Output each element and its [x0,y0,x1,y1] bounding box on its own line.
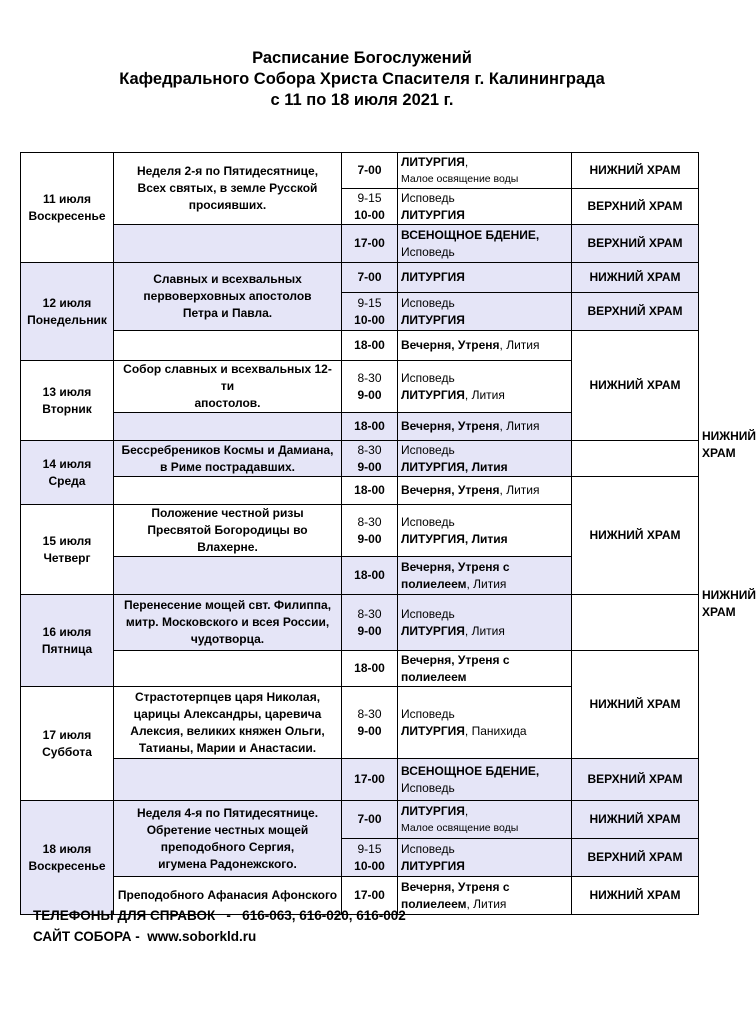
weekday-label: Четверг [43,550,91,565]
location-cell: ВЕРХНИЙ ХРАМ [572,293,699,331]
service-note: Малое освящение воды [401,172,519,185]
schedule-table [20,152,756,915]
feast-line: чудотворца. [190,632,265,646]
feast-line: Петра и Павла. [182,306,273,320]
time-value: 8-30 [357,370,382,385]
feast-cell [114,441,342,477]
feast-line: Пресвятой Богородицы во [147,523,308,537]
service-cell [398,361,572,413]
feast-cell [114,361,342,413]
service-suffix: , Лития [466,896,507,911]
title-line-2: Кафедрального Собора Христа Спасителя г. Калининграда [119,70,605,88]
location-cell: НИЖНИЙ ХРАМ [572,153,699,189]
service-name: Исповедь [401,514,455,529]
service-name: Вечерня, Утреня с [401,559,510,574]
service-name: ВСЕНОЩНОЕ БДЕНИЕ, [401,763,540,778]
feast-line: в Риме пострадавших. [159,459,295,474]
date-label: 14 июля [42,456,92,471]
time-cell: 17-00 [342,759,398,801]
feast-line: Алексия, великих княжен Ольги, [130,723,325,738]
feast-line: Неделя 4-я по Пятидесятнице. [136,805,319,820]
time-cell: 7-00 [342,263,398,293]
service-name: ЛИТУРГИЯ [401,803,465,818]
date-label: 16 июля [42,624,92,639]
service-cell [398,413,572,441]
date-cell [21,505,114,595]
weekday-label: Воскресенье [28,858,106,873]
feast-line: Славных и всехвальных [153,272,302,286]
feast-cell [114,801,342,877]
time-cell [342,687,398,759]
service-name: ЛИТУРГИЯ [401,623,465,638]
time-value: 9-15 [357,190,382,205]
service-name: ЛИТУРГИЯ [401,723,465,738]
feast-cell-empty [114,477,342,505]
service-name: Вечерня, Утреня с [401,879,510,894]
service-cell [398,651,572,687]
feast-cell-empty [114,759,342,801]
feast-cell-empty [114,331,342,361]
feast-cell [114,153,342,225]
feast-line: Бессребреников Космы и Дамиана, [121,442,334,457]
table-row: 18-00 Вечерня, Утреня с полиелеем, Лития НИЖНИЙ ХРАМ [21,557,699,595]
page-title [0,48,724,111]
service-cell [398,595,572,651]
service-cell [398,877,572,915]
table-row [21,801,699,839]
service-name: ЛИТУРГИЯ [401,207,465,222]
time-cell: 17-00 [342,877,398,915]
date-cell [21,595,114,687]
service-name: Исповедь [401,370,455,385]
service-cell [398,477,572,505]
feast-line: Влахерне. [197,540,258,554]
table-row [21,225,699,263]
service-name: ЛИТУРГИЯ [401,858,465,873]
service-cell [398,153,572,189]
time-value: 9-00 [357,387,382,402]
time-value: 8-30 [357,706,382,721]
time-value: 8-30 [357,514,382,529]
time-value: 8-30 [357,606,382,621]
feast-line: игумена Радонежского. [158,856,297,871]
service-name: Исповедь [401,706,455,721]
service-suffix: , Лития [499,419,540,433]
phone-info: ТЕЛЕФОНЫ ДЛЯ СПРАВОК - 616-063, 616-020, 616-002 [33,908,406,923]
service-cell [398,557,572,595]
feast-line: Всех святых, в земле Русской [137,181,318,195]
service-name: Вечерня, Утреня с [401,652,510,667]
service-cell [398,331,572,361]
table-row [21,331,699,361]
feast-line: Обретение честных мощей [146,822,309,837]
service-name: полиелеем [401,576,467,591]
service-cell [398,687,572,759]
feast-line: Страстотерпцев царя Николая, [134,689,321,704]
time-value: 9-00 [357,531,382,546]
date-label: 18 июля [42,841,92,856]
time-cell [342,441,398,477]
table-row: 18-00 Вечерня, Утреня, Лития НИЖНИЙ ХРАМ [21,413,699,441]
feast-cell-empty [114,557,342,595]
service-cell [398,293,572,331]
date-label: 11 июля [43,191,91,206]
service-note: Исповедь [401,780,455,795]
time-cell: 17-00 [342,225,398,263]
feast-line: преподобного Сергия, [160,839,295,854]
location-cell: НИЖНИЙ ХРАМ [572,801,699,839]
feast-line: Неделя 2-я по Пятидесятнице, [136,164,319,178]
service-suffix: , Панихида [464,723,527,738]
time-cell: 18-00 [342,331,398,361]
feast-line: просиявших. [188,198,267,212]
feast-cell [114,505,342,557]
feast-cell [114,263,342,331]
service-name: Исповедь [401,606,455,621]
service-name: Исповедь [401,442,455,457]
service-name: полиелеем [401,896,467,911]
date-label: 13 июля [42,384,92,399]
website-info: САЙТ СОБОРА - www.soborkld.ru [33,929,257,944]
date-cell [21,263,114,361]
time-value: 9-15 [357,295,382,310]
date-cell [21,441,114,505]
service-cell [398,839,572,877]
time-cell: 18-00 [342,477,398,505]
table-row [21,595,699,651]
table-row [21,651,699,687]
service-name: Вечерня, Утреня [401,338,500,352]
feast-line: Татианы, Марии и Анастасии. [138,740,317,755]
service-cell [398,225,572,263]
feast-cell: Преподобного Афанасия Афонского [114,877,342,915]
service-name: ЛИТУРГИЯ, Лития [401,459,508,474]
time-cell: 18-00 [342,413,398,441]
location-cell: ВЕРХНИЙ ХРАМ [572,759,699,801]
table-row [21,759,699,801]
time-cell: 7-00 [342,801,398,839]
service-suffix: , Лития [466,576,507,591]
service-suffix: , Лития [464,623,505,638]
weekday-label: Вторник [42,401,92,416]
date-cell [21,687,114,801]
time-cell [342,839,398,877]
feast-line: митр. Московского и всея России, [125,615,330,629]
service-cell [398,441,572,477]
service-name: ЛИТУРГИЯ [401,312,465,327]
location-cell: НИЖНИЙ ХРАМ [572,651,699,759]
time-cell [342,595,398,651]
location-cell: ВЕРХНИЙ ХРАМ [572,839,699,877]
feast-line: первоверховных апостолов [143,289,312,303]
feast-line: Собор славных и всехвальных 12-ти [123,362,332,393]
time-cell: 18-00 [342,651,398,687]
service-name: Исповедь [401,841,455,856]
date-label: 15 июля [42,533,92,548]
feast-line: апостолов. [194,396,261,410]
time-cell [342,189,398,225]
service-name: ЛИТУРГИЯ [401,387,465,402]
service-name: Вечерня, Утреня [401,483,500,497]
location-cell: НИЖНИЙ ХРАМ [572,263,699,293]
service-cell: ЛИТУРГИЯ [398,263,572,293]
location-cell: НИЖНИЙ ХРАМ [572,331,699,441]
time-cell: 18-00 [342,557,398,595]
date-label: 12 июля [42,295,92,310]
time-cell [342,361,398,413]
time-value: 9-00 [357,723,382,738]
weekday-label: Пятница [41,641,93,656]
location-cell: НИЖНИЙ ХРАМ [572,477,699,595]
location-cell: НИЖНИЙ ХРАМ [572,877,699,915]
location-cell: ВЕРХНИЙ ХРАМ [572,189,699,225]
time-value: 9-15 [357,841,382,856]
date-label: 17 июля [42,727,92,742]
time-value: 10-00 [354,207,385,222]
time-cell [342,293,398,331]
table-row [21,477,699,505]
weekday-label: Суббота [42,744,92,759]
service-cell [398,189,572,225]
weekday-label: Воскресенье [28,208,106,223]
table-row [21,263,699,293]
date-cell [21,801,114,915]
feast-cell [114,687,342,759]
service-cell [398,505,572,557]
date-cell [21,361,114,441]
service-suffix: , [464,803,469,818]
service-name: полиелеем [401,669,467,684]
service-name: Исповедь [401,295,455,310]
service-suffix: , [464,154,469,169]
time-value: 8-30 [357,442,382,457]
time-value: 9-00 [357,623,382,638]
time-value: 10-00 [354,312,385,327]
feast-line: царицы Александры, царевича [133,706,322,721]
weekday-label: Среда [48,473,86,488]
service-note: Малое освящение воды [401,821,519,834]
service-name: ЛИТУРГИЯ [401,154,465,169]
location-cell: ВЕРХНИЙ ХРАМ [572,225,699,263]
service-note: Исповедь [401,244,455,259]
feast-line: Положение честной ризы [151,506,304,520]
time-value: 9-00 [357,459,382,474]
service-cell [398,801,572,839]
footer [33,905,406,947]
service-name: Вечерня, Утреня [401,419,500,433]
feast-cell-empty [114,413,342,441]
time-cell: 7-00 [342,153,398,189]
feast-cell-empty [114,225,342,263]
title-line-3: с 11 по 18 июля 2021 г. [270,91,454,109]
service-cell [398,759,572,801]
service-suffix: , Лития [464,387,505,402]
service-name: ВСЕНОЩНОЕ БДЕНИЕ, [401,227,540,242]
feast-cell-empty [114,651,342,687]
service-suffix: , Лития [499,483,540,497]
time-cell [342,505,398,557]
table-row [21,153,699,189]
weekday-label: Понедельник [27,312,107,327]
date-cell [21,153,114,263]
title-line-1: Расписание Богослужений [252,49,472,67]
feast-line: Перенесение мощей свт. Филиппа, [123,598,332,612]
time-value: 10-00 [354,858,385,873]
service-name: ЛИТУРГИЯ, Лития [401,531,508,546]
table-row [21,441,699,477]
feast-cell [114,595,342,651]
service-name: Исповедь [401,190,455,205]
service-suffix: , Лития [499,338,540,352]
